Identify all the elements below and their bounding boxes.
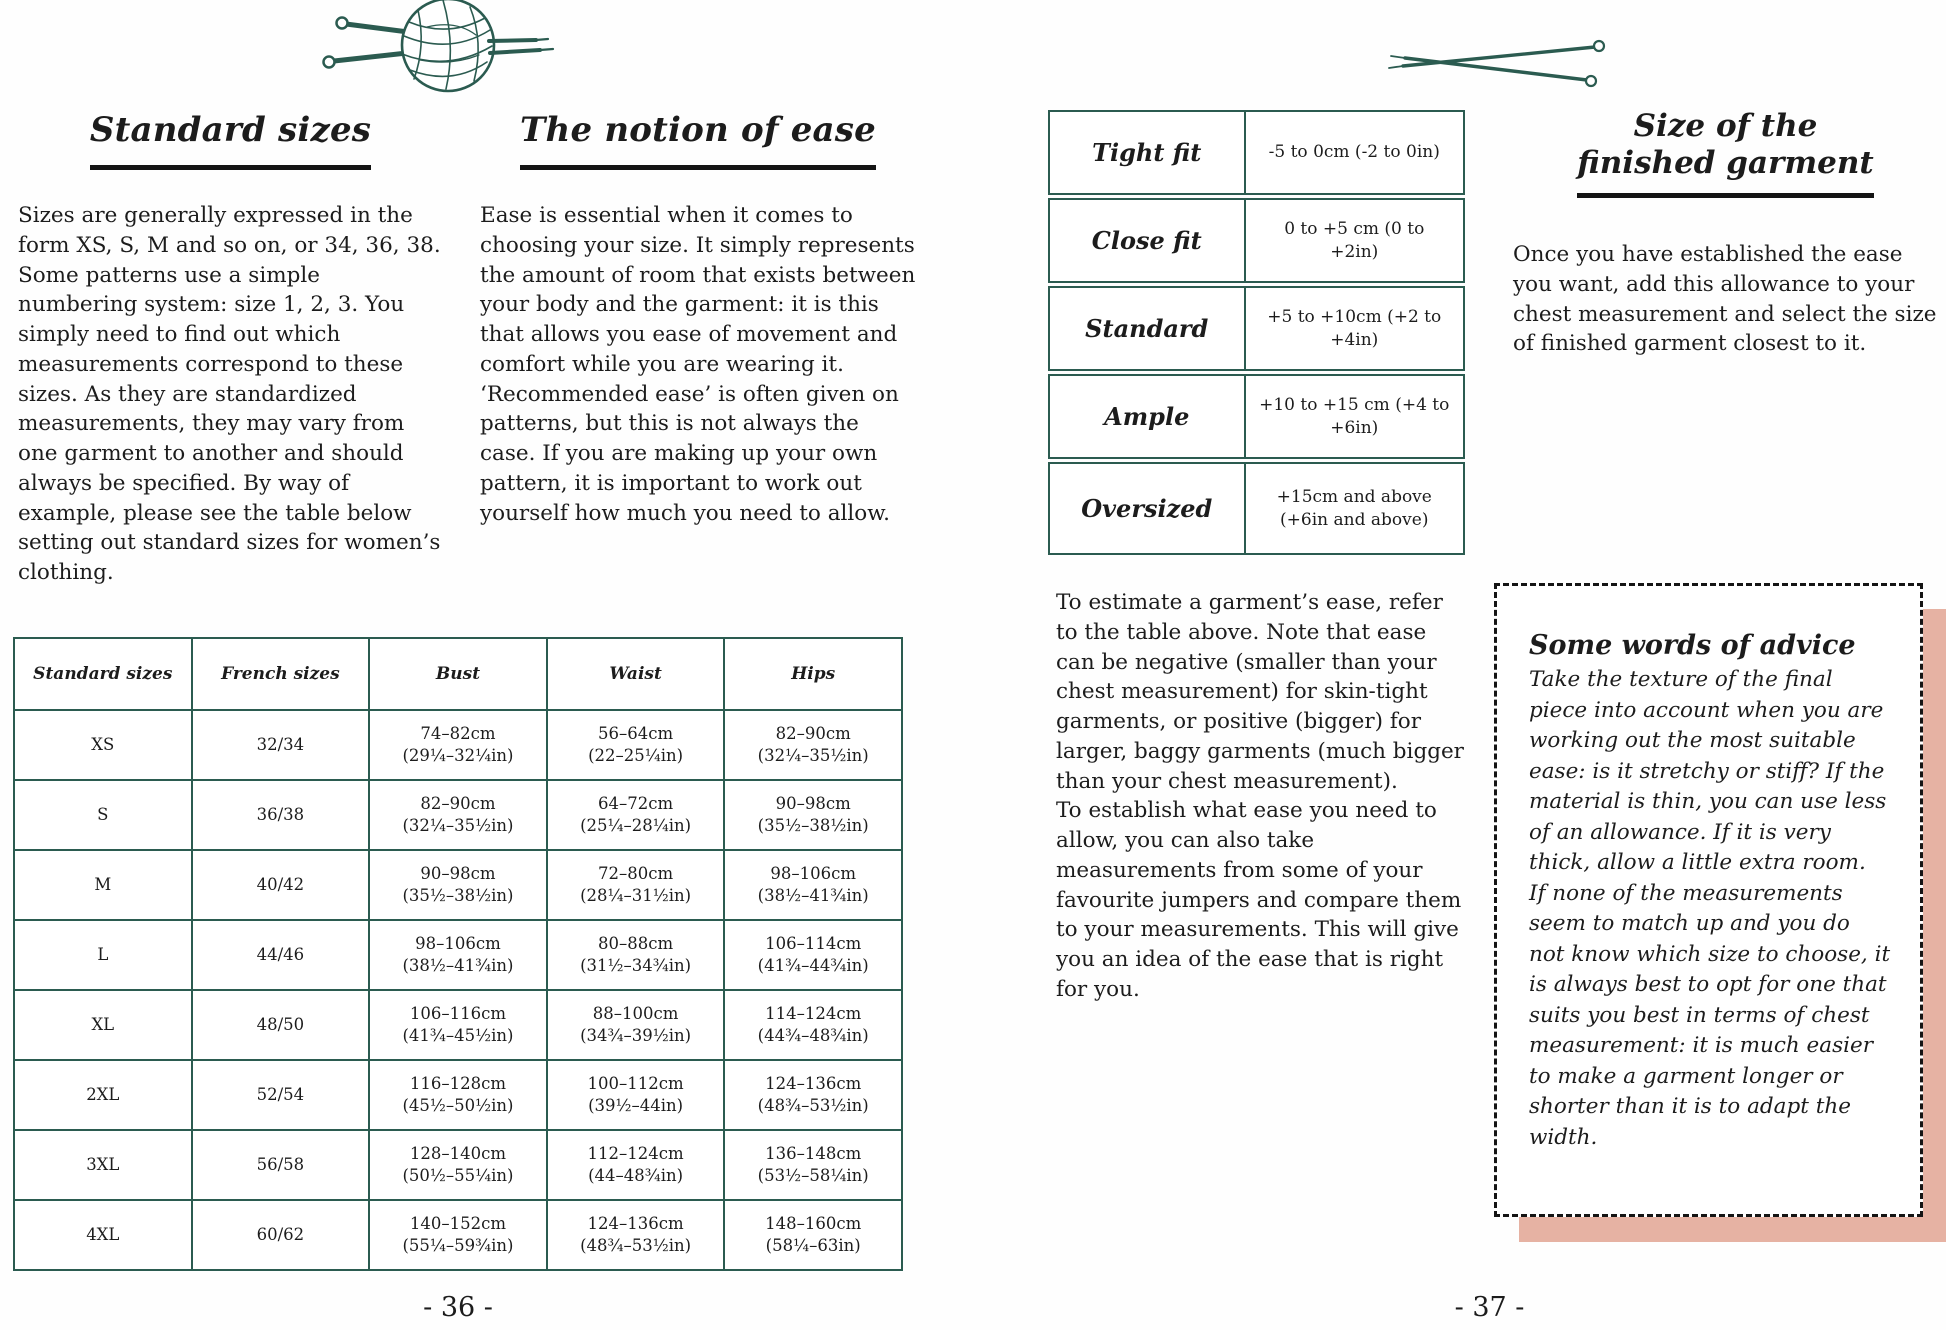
fit-table-row (1048, 198, 1465, 283)
table-cell: L (14, 920, 192, 990)
column-header: Waist (547, 638, 725, 710)
table-cell: 32/34 (192, 710, 370, 780)
table-row (14, 990, 902, 1060)
notion-of-ease-paragraph: Ease is essential when it comes to choosing your size. It simply represents the amount of room that exists between your body and the garment: it is this that allows you ease of movement and comfort while you are wearing it. ‘Recommended ease’ is often given on patterns, but this is not always the case. If you are making up your own pattern, it is important to work out yourself how much you need to allow. (480, 203, 916, 526)
advice-box (1494, 583, 1923, 1217)
column-header: Bust (369, 638, 547, 710)
table-row (14, 710, 902, 780)
table-header-row (14, 638, 902, 710)
table-row (14, 1060, 902, 1130)
section-title-finished-garment: Size of the finished garment (1513, 108, 1938, 198)
table-cell: 82–90cm (32¼–35½in) (369, 780, 547, 850)
table-cell: 4XL (14, 1200, 192, 1270)
table-cell: 36/38 (192, 780, 370, 850)
column-header: Hips (724, 638, 902, 710)
fit-table-row (1048, 374, 1465, 459)
page-number-right: - 37 - (1454, 1292, 1525, 1323)
table-cell: 90–98cm (35½–38½in) (369, 850, 547, 920)
table-cell: XS (14, 710, 192, 780)
column-header: French sizes (192, 638, 370, 710)
table-cell: 106–116cm (41¾–45½in) (369, 990, 547, 1060)
fit-table-row (1048, 462, 1465, 555)
section-title-notion-of-ease: The notion of ease (478, 110, 918, 170)
fit-label: Oversized (1050, 464, 1246, 553)
table-cell: 44/46 (192, 920, 370, 990)
table-cell: 40/42 (192, 850, 370, 920)
yarn-ball-icon (296, 0, 564, 100)
fit-table-row (1048, 110, 1465, 195)
table-cell: 114–124cm (44¾–48¾in) (724, 990, 902, 1060)
table-cell: 90–98cm (35½–38½in) (724, 780, 902, 850)
advice-title: Some words of advice (1529, 630, 1856, 661)
table-cell: 98–106cm (38½–41¾in) (724, 850, 902, 920)
table-cell: 106–114cm (41¾–44¾in) (724, 920, 902, 990)
knitting-needles-icon (1383, 18, 1623, 96)
advice-text: Take the texture of the final piece into account when you are working out the most suitable ease: is it stretchy or stiff? If the material is thin, you can use less of an allowance. If it is very thick, allow a little extra room. If none of the measurements seem to match up and you do not know which size to choose, it is always best to opt for one that suits you best in terms of chest measurement: it is much easier to make a garment longer or shorter than it is to adapt the width. (1529, 667, 1891, 1150)
table-cell: 124–136cm (48¾–53½in) (547, 1200, 725, 1270)
table-cell: 88–100cm (34¾–39½in) (547, 990, 725, 1060)
column-header: Standard sizes (14, 638, 192, 710)
table-cell: 148–160cm (58¼–63in) (724, 1200, 902, 1270)
table-cell: M (14, 850, 192, 920)
table-cell: 124–136cm (48¾–53½in) (724, 1060, 902, 1130)
standard-sizes-table (13, 637, 903, 1271)
table-cell: 136–148cm (53½–58¼in) (724, 1130, 902, 1200)
fit-label: Standard (1050, 288, 1246, 369)
table-cell: 82–90cm (32¼–35½in) (724, 710, 902, 780)
finished-garment-paragraph: Once you have established the ease you want, add this allowance to your chest measurement and select the size of finished garment closest to it. (1513, 242, 1937, 357)
table-cell: S (14, 780, 192, 850)
section-title-standard-sizes: Standard sizes (18, 110, 443, 170)
ease-estimate-paragraph: To estimate a garment’s ease, refer to the table above. Note that ease can be negative (smaller than your chest measurement) for skin-tight garments, or positive (bigger) for larger, baggy garments (much bigger than your chest measurement). To establish what ease you need to allow, you can also take measurements from some of your favourite jumpers and compare them to your measurements. This will give you an idea of the ease that is right for you. (1056, 590, 1464, 1002)
table-cell: 60/62 (192, 1200, 370, 1270)
table-cell: 140–152cm (55¼–59¾in) (369, 1200, 547, 1270)
table-cell: 48/50 (192, 990, 370, 1060)
standard-sizes-paragraph: Sizes are generally expressed in the form XS, S, M and so on, or 34, 36, 38. Some patterns use a simple numbering system: size 1, 2, 3. You simply need to find out which measurements correspond to these sizes. As they are standardized measurements, they may vary from one garment to another and should always be specified. By way of example, please see the table below setting out standard sizes for women’s clothing. (18, 203, 441, 586)
table-cell: 56–64cm (22–25¼in) (547, 710, 725, 780)
fit-label: Tight fit (1050, 112, 1246, 193)
table-cell: 128–140cm (50½–55¼in) (369, 1130, 547, 1200)
table-cell: 52/54 (192, 1060, 370, 1130)
table-cell: 98–106cm (38½–41¾in) (369, 920, 547, 990)
table-cell: 112–124cm (44–48¾in) (547, 1130, 725, 1200)
table-cell: 100–112cm (39½–44in) (547, 1060, 725, 1130)
table-cell: 2XL (14, 1060, 192, 1130)
fit-label: Close fit (1050, 200, 1246, 281)
table-cell: 116–128cm (45½–50½in) (369, 1060, 547, 1130)
fit-value: +10 to +15 cm (+4 to +6in) (1259, 395, 1450, 438)
fit-label: Ample (1050, 376, 1246, 457)
fit-value: +15cm and above (+6in and above) (1276, 487, 1432, 530)
sizes-table-body (14, 710, 902, 1270)
table-cell: 80–88cm (31½–34¾in) (547, 920, 725, 990)
table-row (14, 920, 902, 990)
table-cell: 72–80cm (28¼–31½in) (547, 850, 725, 920)
table-cell: 3XL (14, 1130, 192, 1200)
fit-value: +5 to +10cm (+2 to +4in) (1267, 307, 1442, 350)
fit-value: -5 to 0cm (-2 to 0in) (1268, 142, 1440, 163)
ease-fit-table (1048, 110, 1465, 555)
page-number-left: - 36 - (423, 1292, 493, 1323)
table-cell: 64–72cm (25¼–28¼in) (547, 780, 725, 850)
table-row (14, 850, 902, 920)
table-cell: XL (14, 990, 192, 1060)
fit-value: 0 to +5 cm (0 to +2in) (1284, 219, 1425, 262)
table-row (14, 1200, 902, 1270)
table-cell: 74–82cm (29¼–32¼in) (369, 710, 547, 780)
table-cell: 56/58 (192, 1130, 370, 1200)
table-row (14, 1130, 902, 1200)
table-row (14, 780, 902, 850)
fit-table-row (1048, 286, 1465, 371)
